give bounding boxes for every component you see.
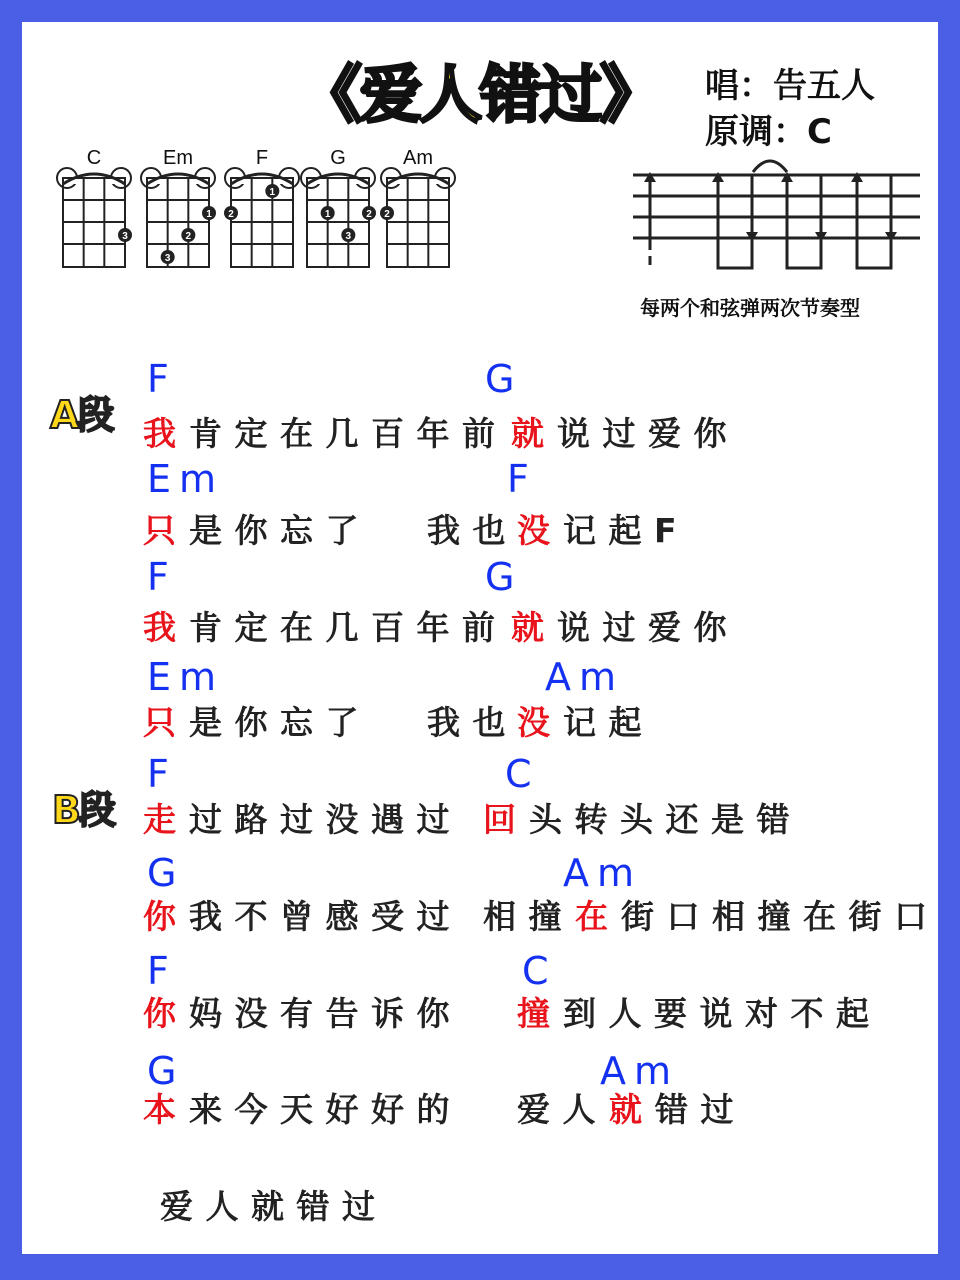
lyric-segment: 记起 [563,703,654,742]
lyric-accent: 就 [511,414,557,453]
finger-number: 3 [345,231,352,242]
singer: 唱：告五人 [705,66,875,106]
finger-number: 2 [185,231,192,242]
finger-number: 2 [366,209,372,220]
lyric-segment: 街口相撞在街口 [621,897,940,936]
lyric-segment: 肯定在几百年前 [189,608,508,647]
lyric-segment: 是你忘了 [189,703,371,742]
lyric-segment: 爱人 [517,1090,608,1129]
chord-label: C [505,752,540,796]
lyric-segment: 来今天好好的 [189,1090,462,1129]
lyric-accent: 回 [483,800,529,839]
finger-number: 1 [206,209,212,220]
lyric-segment: 肯定在几百年前 [189,414,508,453]
lyric-accent: 走 [143,800,189,839]
lyric-segment: 我也 [427,703,518,742]
lyric-accent: 就 [609,1090,655,1129]
chord-diagram-name: Am [403,147,433,169]
lyric-segment: 我不曾感受过 [189,897,462,936]
lyric-accent: 只 [143,511,189,550]
chord-label: F [147,555,177,599]
chord-label: Em [147,655,225,699]
chord-diagram-name: G [330,147,346,169]
lyric-accent: 撞 [517,994,563,1033]
finger-number: 2 [228,209,234,220]
chord-diagram-name: F [255,147,269,169]
lyric-segment: 头转头还是错 [529,800,802,839]
chord-diagrams [45,140,475,275]
chord-label: Am [563,851,643,895]
lyric-accent: 没 [517,703,563,742]
lyric-accent: 只 [143,703,189,742]
chord-label: Am [600,1049,680,1093]
lyric-accent: 我 [143,608,189,647]
lyric-segment: 是你忘了 [189,511,371,550]
chord-label: G [485,555,523,599]
lyric-segment: 到人要说对不起 [563,994,882,1033]
ending-lyric: 爱人就错过 [160,1187,388,1226]
lyric-accent: 本 [143,1090,189,1129]
song-title: 《爱人错过》 [300,58,661,131]
finger-number: 3 [164,253,171,264]
chord-label: G [147,1049,185,1093]
chord-diagram-name: C [86,147,102,169]
lyric-segment: 说过爱你 [557,414,739,453]
chord-diagram [301,147,376,267]
lyric-accent: 没 [517,511,563,550]
lyric-segment: 错过 [655,1090,746,1129]
lyric-segment: 我也 [427,511,518,550]
section-b-label: B段 [52,788,113,832]
strum-pattern-diagram [625,150,925,270]
lyric-accent: 我 [143,414,189,453]
lyric-accent: 你 [143,897,189,936]
lyric-segment: 记起F [563,511,690,550]
chord-diagram-name: Em [163,147,193,169]
lyric-segment: 相撞 [483,897,574,936]
original-key: 原调：C [705,112,832,152]
chord-label: F [147,949,177,993]
chord-diagram [141,147,216,267]
finger-number: 3 [122,231,128,242]
lyric-accent: 就 [511,608,557,647]
chord-diagram [224,147,299,267]
chord-label: F [147,357,177,401]
chord-label: G [147,851,185,895]
lyric-segment: 说过爱你 [557,608,739,647]
chord-diagram [380,147,455,267]
lyric-segment: 过路过没遇过 [189,800,462,839]
chord-label: F [147,752,177,796]
chord-label: C [522,949,557,993]
finger-number: 2 [384,209,390,220]
chord-diagram [57,147,132,267]
finger-number: 1 [324,209,331,220]
chord-label: G [485,357,523,401]
chord-label: Am [545,655,625,699]
chord-label: F [507,457,537,501]
lyric-accent: 你 [143,994,189,1033]
strum-pattern-caption: 每两个和弦弹两次节奏型 [640,296,860,320]
chord-label: Em [147,457,225,501]
lyric-segment: 妈没有告诉你 [189,994,462,1033]
finger-number: 1 [269,187,276,198]
lyric-accent: 在 [575,897,621,936]
section-a-label: A段 [50,393,112,437]
